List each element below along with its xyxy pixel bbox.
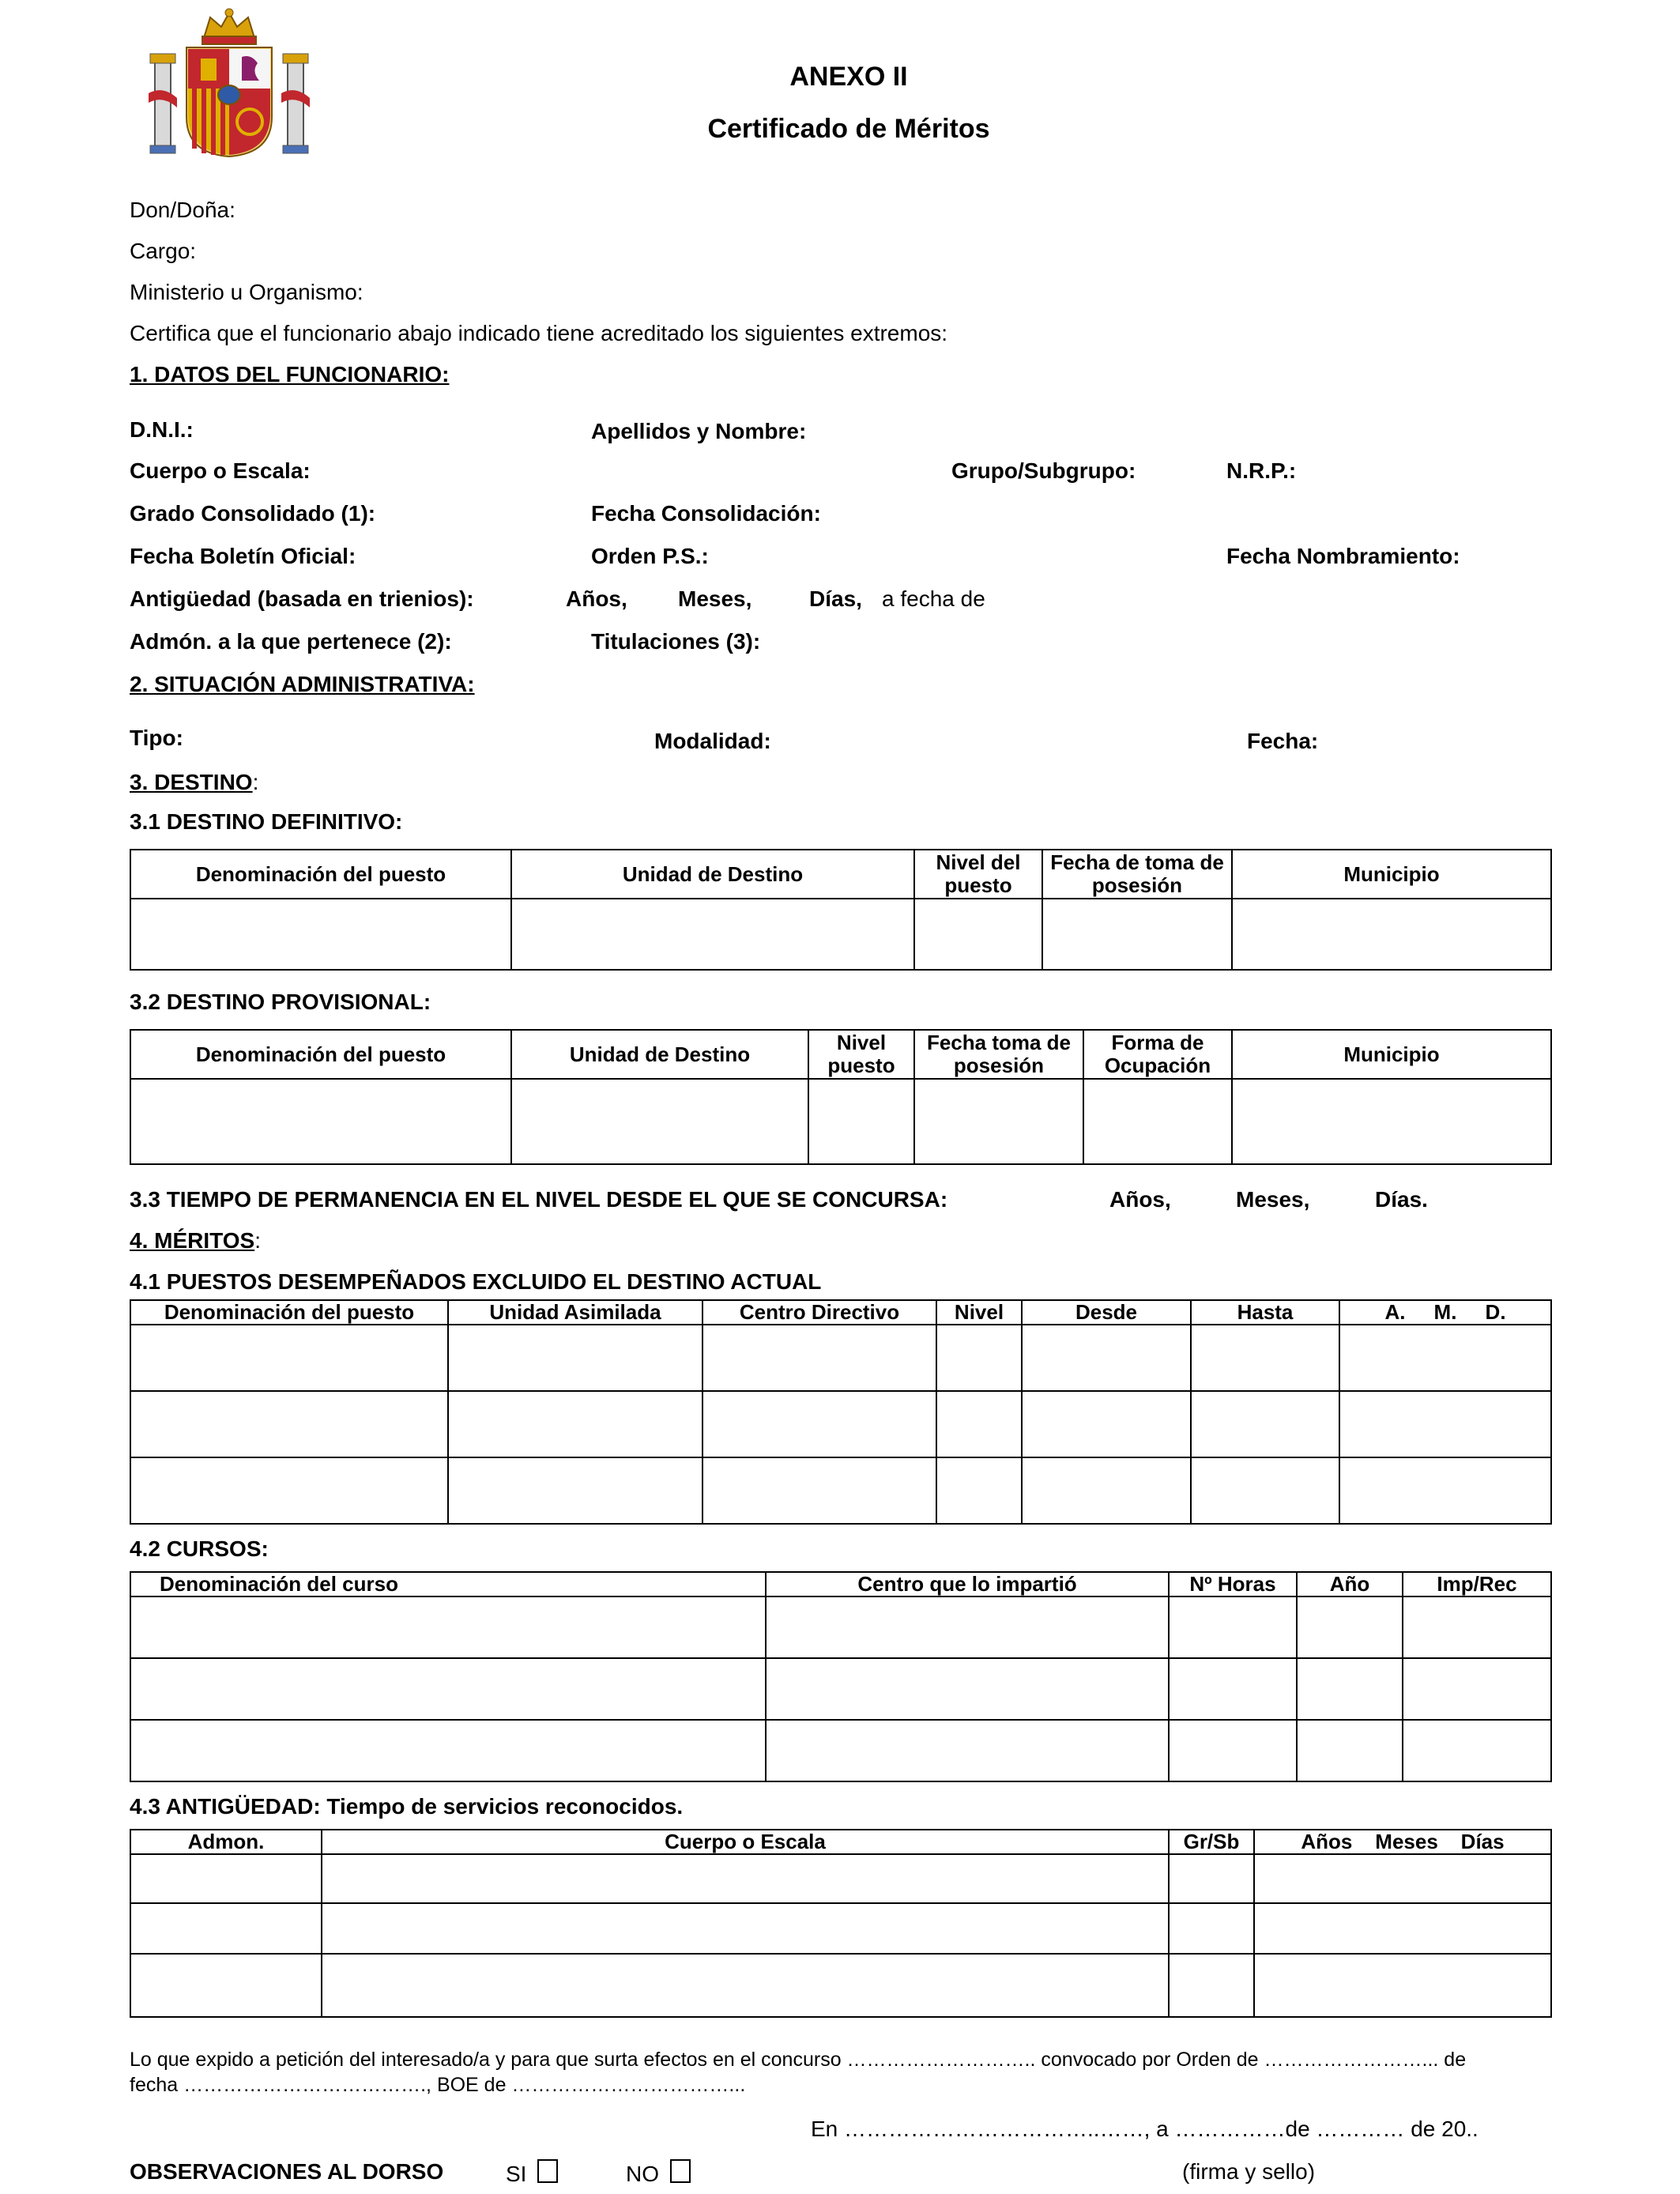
meses-label: Meses, <box>678 586 752 611</box>
header-cell: Años Meses Días <box>1254 1830 1551 1854</box>
empty-cell <box>1297 1720 1403 1781</box>
empty-cell <box>914 899 1042 970</box>
empty-cell <box>1022 1325 1191 1391</box>
empty-cell <box>703 1391 936 1457</box>
empty-cell <box>448 1325 703 1391</box>
header-cell: Municipio <box>1232 1030 1551 1079</box>
antiguedad-section-title: 4.3 ANTIGÜEDAD: Tiempo de servicios reconocidos. <box>130 1794 684 1819</box>
empty-cell <box>322 1854 1169 1903</box>
empty-cell <box>130 1954 322 2017</box>
no-label: NO <box>626 2162 659 2186</box>
certifica-text: Certifica que el funcionario abajo indicado tiene acreditado los siguientes extremos: <box>130 321 948 345</box>
header-cell: Hasta <box>1191 1300 1339 1325</box>
section-4-colon: : <box>254 1228 261 1253</box>
fecha-nombramiento-label: Fecha Nombramiento: <box>1226 544 1460 568</box>
si-checkbox[interactable] <box>537 2159 558 2183</box>
document-title: Certificado de Méritos <box>707 114 990 144</box>
a-fecha-label: a fecha de <box>882 586 985 611</box>
footer-statement-line-2: fecha ………………………………., BOE de ……………………………... <box>130 2074 746 2096</box>
observaciones-si <box>506 2159 558 2187</box>
observaciones-no <box>626 2159 691 2187</box>
si-label: SI <box>506 2162 527 2186</box>
empty-cell <box>130 1596 766 1658</box>
header-cell: Admon. <box>130 1830 322 1854</box>
fecha-situacion-label: Fecha: <box>1247 729 1319 753</box>
destino-definitivo-table <box>130 849 1552 971</box>
empty-cell <box>130 1720 766 1781</box>
empty-cell <box>1169 1854 1254 1903</box>
header-cell: Unidad de Destino <box>511 1030 808 1079</box>
no-checkbox[interactable] <box>670 2159 691 2183</box>
orden-label: Orden P.S.: <box>591 544 709 568</box>
header-cell: Nivel puesto <box>808 1030 914 1079</box>
empty-cell <box>766 1720 1169 1781</box>
header-cell: Unidad Asimilada <box>448 1300 703 1325</box>
header-cell: Año <box>1297 1572 1403 1596</box>
empty-cell <box>1191 1391 1339 1457</box>
header-cell: Municipio <box>1232 850 1551 899</box>
puestos-table <box>130 1299 1552 1525</box>
header-cell: Denominación del puesto <box>130 1030 511 1079</box>
header-cell: Nivel <box>936 1300 1022 1325</box>
empty-cell <box>1169 1954 1254 2017</box>
don-label: Don/Doña: <box>130 198 235 222</box>
tiempo-meses: Meses, <box>1236 1187 1310 1212</box>
destino-provisional-table <box>130 1029 1552 1165</box>
cursos-title: 4.2 CURSOS: <box>130 1536 269 1561</box>
empty-cell <box>1254 1854 1551 1903</box>
firma-sello-label: (firma y sello) <box>1182 2159 1316 2184</box>
empty-cell <box>1022 1391 1191 1457</box>
empty-cell <box>766 1596 1169 1658</box>
grupo-label: Grupo/Subgrupo: <box>951 458 1136 483</box>
empty-cell <box>1403 1658 1551 1720</box>
header-cell: Forma de Ocupación <box>1083 1030 1232 1079</box>
section-1-title: 1. DATOS DEL FUNCIONARIO: <box>130 362 450 386</box>
empty-cell <box>1232 1079 1551 1164</box>
section-4-title-text: 4. MÉRITOS <box>130 1228 255 1253</box>
header-cell: Denominación del curso <box>130 1572 766 1596</box>
empty-cell <box>1297 1596 1403 1658</box>
empty-cell <box>511 1079 808 1164</box>
header-cell: Imp/Rec <box>1403 1572 1551 1596</box>
empty-cell <box>130 1903 322 1954</box>
empty-cell <box>1083 1079 1232 1164</box>
header-cell: Fecha de toma de posesión <box>1042 850 1232 899</box>
header-cell: A. M. D. <box>1339 1300 1551 1325</box>
tiempo-permanencia-label: 3.3 TIEMPO DE PERMANENCIA EN EL NIVEL DESDE EL QUE SE CONCURSA: <box>130 1187 948 1212</box>
empty-cell <box>936 1391 1022 1457</box>
empty-cell <box>1339 1391 1551 1457</box>
empty-cell <box>936 1457 1022 1524</box>
coat-of-arms-logo <box>149 6 310 158</box>
empty-cell <box>130 899 511 970</box>
destino-provisional-title: 3.2 DESTINO PROVISIONAL: <box>130 990 431 1014</box>
empty-cell <box>448 1457 703 1524</box>
dias-label: Días, <box>809 586 862 611</box>
grado-label: Grado Consolidado (1): <box>130 501 376 526</box>
empty-cell <box>322 1954 1169 2017</box>
empty-cell <box>1254 1954 1551 2017</box>
section-3-title <box>130 770 258 795</box>
empty-cell <box>808 1079 914 1164</box>
empty-cell <box>130 1391 448 1457</box>
footer-statement-line-1: Lo que expido a petición del interesado/a y para que surta efectos en el concurso ……………………….. convocado por Orden de ……………………... de <box>130 2049 1467 2071</box>
empty-cell <box>703 1325 936 1391</box>
cuerpo-label: Cuerpo o Escala: <box>130 458 311 483</box>
empty-cell <box>1191 1325 1339 1391</box>
empty-cell <box>1169 1658 1297 1720</box>
fecha-consolidacion-label: Fecha Consolidación: <box>591 501 821 526</box>
header-cell: Desde <box>1022 1300 1191 1325</box>
header-cell: Denominación del puesto <box>130 1300 448 1325</box>
section-2-title: 2. SITUACIÓN ADMINISTRATIVA: <box>130 672 475 696</box>
antiguedad-table <box>130 1829 1552 2018</box>
modalidad-label: Modalidad: <box>654 729 771 753</box>
empty-cell <box>448 1391 703 1457</box>
header-cell: Fecha toma de posesión <box>914 1030 1083 1079</box>
empty-cell <box>130 1457 448 1524</box>
empty-cell <box>322 1903 1169 1954</box>
empty-cell <box>1403 1596 1551 1658</box>
header-cell: Denominación del puesto <box>130 850 511 899</box>
empty-cell <box>1022 1457 1191 1524</box>
empty-cell <box>130 1658 766 1720</box>
admon-label: Admón. a la que pertenece (2): <box>130 629 452 654</box>
destino-definitivo-title: 3.1 DESTINO DEFINITIVO: <box>130 809 403 834</box>
empty-cell <box>1232 899 1551 970</box>
tiempo-anos: Años, <box>1109 1187 1171 1212</box>
empty-cell <box>1169 1903 1254 1954</box>
cargo-label: Cargo: <box>130 239 197 263</box>
ministerio-label: Ministerio u Organismo: <box>130 280 363 304</box>
header-cell: Centro que lo impartió <box>766 1572 1169 1596</box>
empty-cell <box>130 1325 448 1391</box>
apellidos-label: Apellidos y Nombre: <box>591 419 807 443</box>
empty-cell <box>511 899 914 970</box>
header-cell: Nº Horas <box>1169 1572 1297 1596</box>
empty-cell <box>130 1079 511 1164</box>
header-cell: Cuerpo o Escala <box>322 1830 1169 1854</box>
empty-cell <box>1042 899 1232 970</box>
titulaciones-label: Titulaciones (3): <box>591 629 761 654</box>
fecha-boletin-label: Fecha Boletín Oficial: <box>130 544 356 568</box>
anos-label: Años, <box>566 586 627 611</box>
tiempo-dias: Días. <box>1375 1187 1428 1212</box>
header-cell: Centro Directivo <box>703 1300 936 1325</box>
empty-cell <box>914 1079 1083 1164</box>
puestos-title: 4.1 PUESTOS DESEMPEÑADOS EXCLUIDO EL DESTINO ACTUAL <box>130 1269 822 1294</box>
empty-cell <box>936 1325 1022 1391</box>
tipo-label: Tipo: <box>130 726 183 750</box>
antiguedad-label: Antigüedad (basada en trienios): <box>130 586 474 611</box>
empty-cell <box>1254 1903 1551 1954</box>
dni-label: D.N.I.: <box>130 417 194 442</box>
empty-cell <box>1169 1596 1297 1658</box>
section-4-title <box>130 1228 261 1253</box>
section-3-title-text: 3. DESTINO <box>130 770 253 794</box>
empty-cell <box>1297 1658 1403 1720</box>
empty-cell <box>1339 1457 1551 1524</box>
empty-cell <box>1403 1720 1551 1781</box>
empty-cell <box>1339 1325 1551 1391</box>
annex-heading: ANEXO II <box>789 62 908 92</box>
empty-cell <box>703 1457 936 1524</box>
header-cell: Gr/Sb <box>1169 1830 1254 1854</box>
observaciones-label: OBSERVACIONES AL DORSO <box>130 2159 444 2184</box>
empty-cell <box>1169 1720 1297 1781</box>
empty-cell <box>766 1658 1169 1720</box>
nrp-label: N.R.P.: <box>1226 458 1297 483</box>
empty-cell <box>1191 1457 1339 1524</box>
header-cell: Nivel del puesto <box>914 850 1042 899</box>
cursos-table <box>130 1571 1552 1782</box>
place-date-line: En ……………………………..……, a ……………de ………… de 20.. <box>811 2117 1478 2141</box>
empty-cell <box>130 1854 322 1903</box>
section-3-colon: : <box>252 770 259 794</box>
header-cell: Unidad de Destino <box>511 850 914 899</box>
